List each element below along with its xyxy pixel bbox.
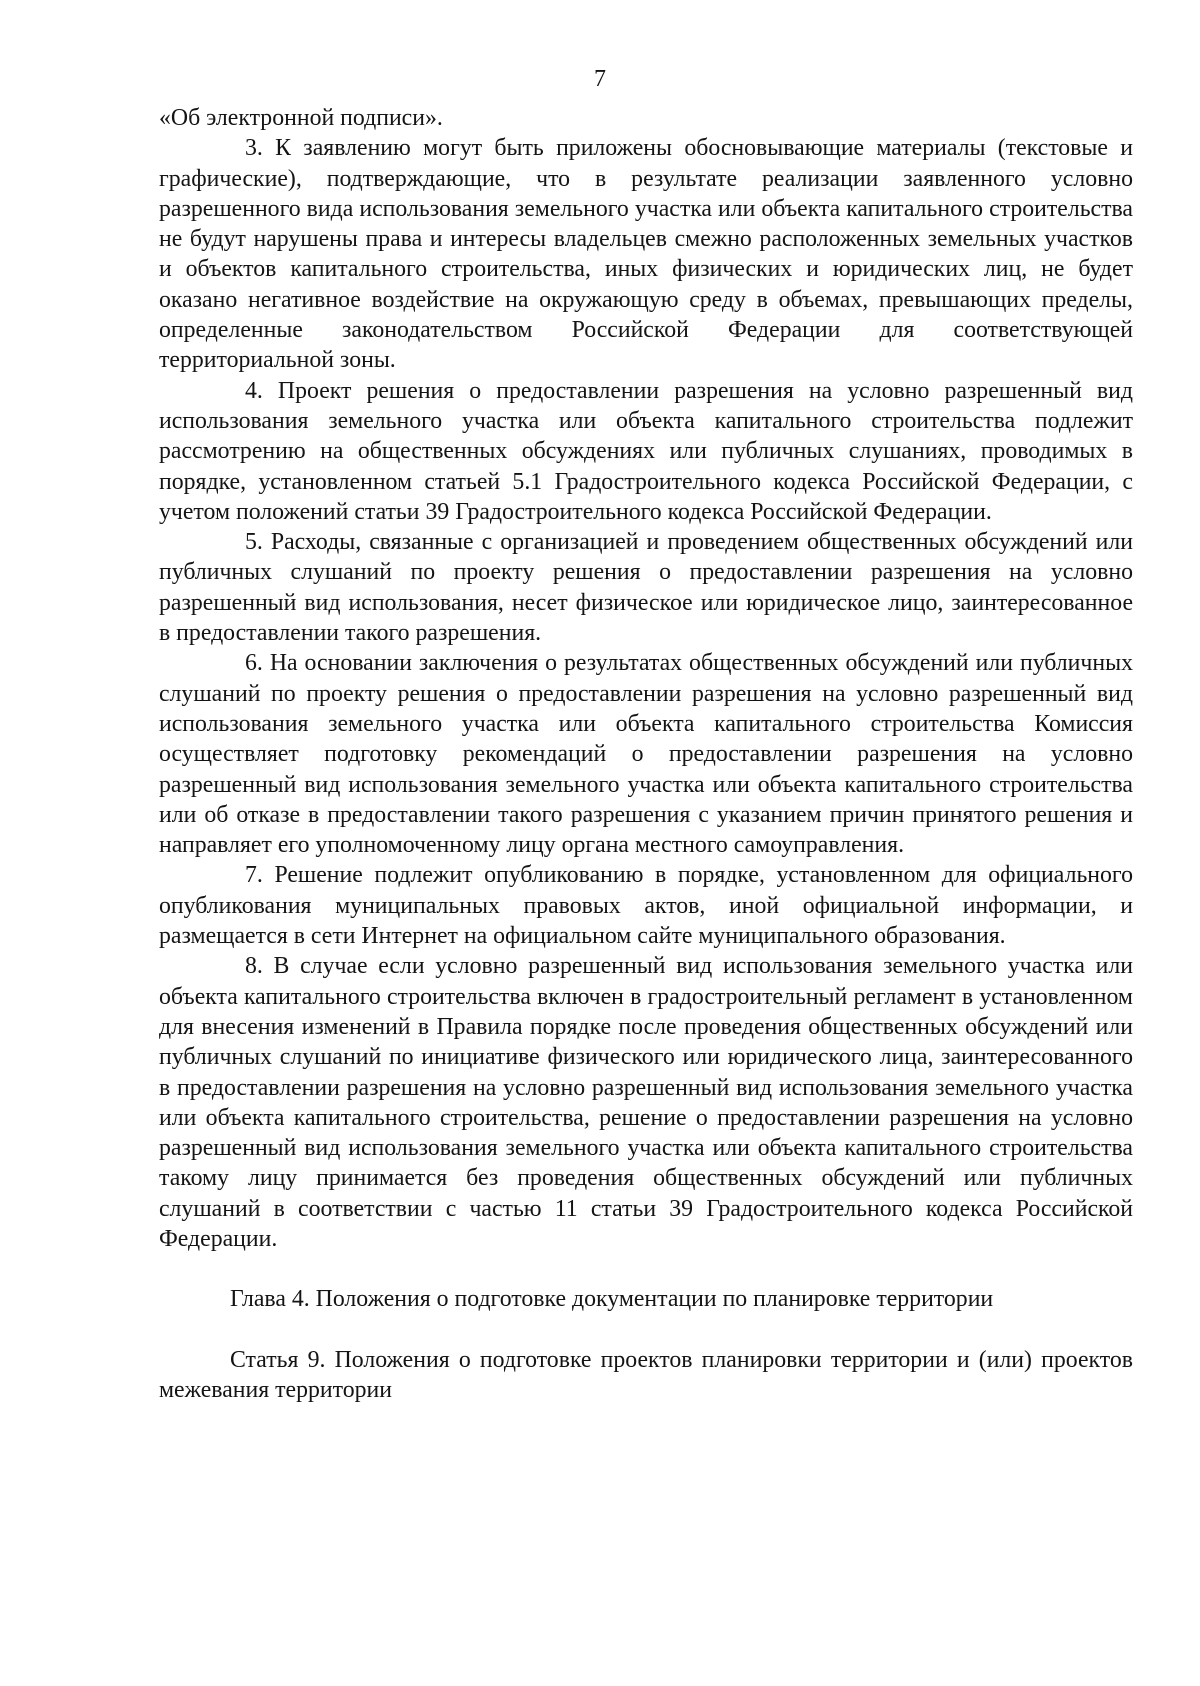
page-number: 7 [594,66,606,92]
paragraph-item-3: 3. К заявлению могут быть приложены обосновывающие материалы (текстовые и графические), подтверждающие, что в результате реализации заявленного условно разрешенного вида использования земельного участка или объекта капитального строительства не будут нарушены права и интересы владельцев смежно расположенных земельных участков и объектов капитального строительства, иных физических и юридических лиц, не будет оказано негативное воздействие на окружающую среду в объемах, превышающих пределы, определенные законодательством Российской Федерации для соответствующей территориальной зоны. [159,135,1133,374]
paragraph-item-5: 5. Расходы, связанные с организацией и проведением общественных обсуждений или публичных слушаний по проекту решения о предоставлении разрешения на условно разрешенный вид использования, несет физическое или юридическое лицо, заинтересованное в предоставлении такого разрешения. [159,529,1133,647]
paragraph-item-7: 7. Решение подлежит опубликованию в порядке, установленном для официального опубликования муниципальных правовых актов, иной официальной информации, и размещается в сети Интернет на официальном сайте муниципального образования. [159,862,1133,950]
chapter-heading: Глава 4. Положения о подготовке документации по планировке территории [230,1286,994,1313]
paragraph-item-6: 6. На основании заключения о результатах общественных обсуждений или публичных слушаний по проекту решения о предоставлении разрешения на условно разрешенный вид использования земельного участка или объекта капитального строительства Комиссия осуществляет подготовку рекомендаций о предоставлении разрешения на условно разрешенный вид использования земельного участка или объекта капитального строительства или об отказе в предоставлении такого разрешения с указанием причин принятого решения и направляет его уполномоченному лицу органа местного самоуправления. [159,650,1133,859]
paragraph-item-8: 8. В случае если условно разрешенный вид использования земельного участка или объекта капитального строительства включен в градостроительный регламент в установленном для внесения изменений в Правила порядке после проведения общественных обсуждений или публичных слушаний по инициативе физического или юридического лица, заинтересованного в предоставлении разрешения на условно разрешенный вид использования земельного участка или объекта капитального строительства, решение о предоставлении разрешения на условно разрешенный вид использования земельного участка или объекта капитального строительства такому лицу принимается без проведения общественных обсуждений или публичных слушаний в соответствии с частью 11 статьи 39 Градостроительного кодекса Российской Федерации. [159,953,1133,1252]
article-heading: Статья 9. Положения о подготовке проектов планировки территории и (или) проектов межевания территории [159,1346,1133,1403]
document-body [159,103,1133,1405]
paragraph-item-4: 4. Проект решения о предоставлении разрешения на условно разрешенный вид использования земельного участка или объекта капитального строительства подлежит рассмотрению на общественных обсуждениях или публичных слушаниях, проводимых в порядке, установленном статьей 5.1 Градостроительного кодекса Российской Федерации, с учетом положений статьи 39 Градостроительного кодекса Российской Федерации. [159,377,1133,525]
paragraph-continuation: «Об электронной подписи». [159,105,443,131]
